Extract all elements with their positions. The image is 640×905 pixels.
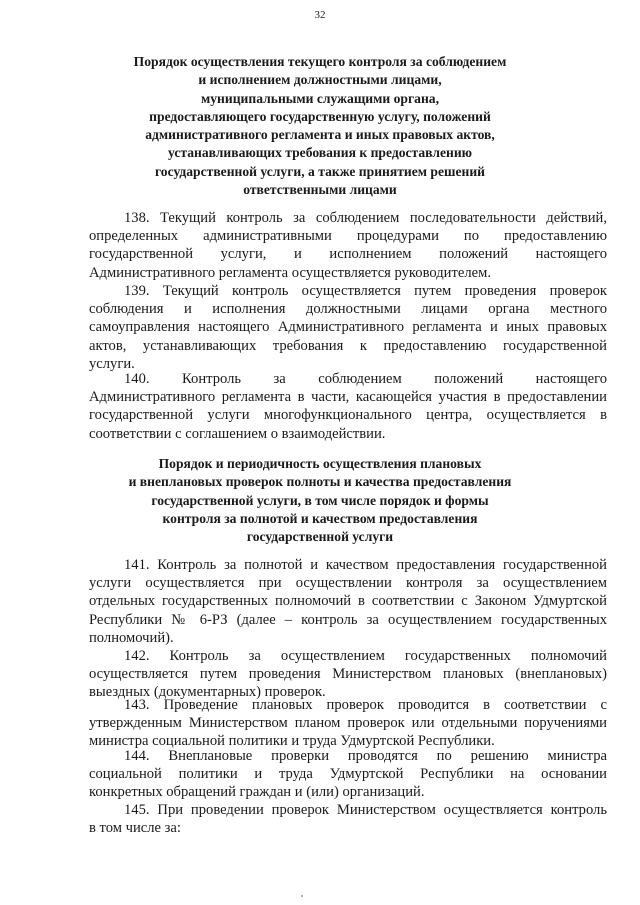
section-heading-inspections: [90, 455, 550, 546]
paragraph-line: 144. Внеплановые проверки проводятся по решению министра: [124, 748, 607, 764]
section-heading-current-control: [90, 53, 550, 199]
paragraph-line: министра социальной политики и труда Удмуртской Республики.: [89, 733, 495, 750]
paragraph-line: актов, устанавливающих требования к предоставлению государственной: [89, 337, 607, 354]
paragraph-line: в том числе за:: [89, 820, 181, 837]
heading-line: ответственными лицами: [243, 182, 397, 198]
heading-line: устанавливающих требования к предоставлению: [167, 145, 473, 161]
heading-line: и исполнением должностными лицами,: [198, 72, 442, 88]
paragraph-line: Административного регламента осуществляется руководителем.: [89, 264, 491, 281]
paragraph-line: соблюдения и исполнения должностными лицами органа местного: [89, 301, 607, 318]
paragraph-line: 141. Контроль за полнотой и качеством предоставления государственной: [124, 557, 607, 573]
paragraph-line: Административного регламента в части, касающейся участия в предоставлении: [89, 389, 607, 406]
paragraph-144: [89, 747, 607, 802]
paragraph-139: [89, 282, 607, 373]
paragraph-140: [89, 370, 607, 443]
heading-line: и внеплановых проверок полноты и качества предоставления: [128, 474, 512, 490]
paragraph-line: конкретных обращений граждан и (или) организаций.: [89, 784, 425, 801]
heading-line: Порядок и периодичность осуществления плановых: [158, 456, 482, 471]
paragraph-line: государственной услуги, и исполнением положений настоящего: [89, 246, 607, 263]
paragraph-line: 140. Контроль за соблюдением положений настоящего: [124, 371, 607, 387]
page-number: 32: [314, 9, 326, 21]
paragraph-line: осуществляется путем проведения Министерством плановых (внеплановых): [89, 666, 607, 683]
heading-line: Порядок осуществления текущего контроля за соблюдением: [133, 54, 507, 69]
paragraph-line: 145. При проведении проверок Министерством осуществляется контроль: [124, 802, 607, 818]
paragraph-line: услуги.: [89, 355, 135, 372]
paragraph-line: услуги осуществляется при осуществлении контроля за осуществлением: [89, 575, 607, 592]
heading-line: контроля за полнотой и качеством предоставления: [162, 510, 478, 526]
paragraph-line: 143. Проведение плановых проверок проводится в соответствии с: [124, 697, 607, 713]
paragraph-143: [89, 696, 607, 751]
paragraph-line: выездных (документарных) проверок.: [89, 684, 326, 701]
paragraph-line: соответствии с соглашением о взаимодействии.: [89, 425, 386, 442]
heading-line: государственной услуги, в том числе порядок и формы: [151, 492, 489, 508]
heading-line: государственной услуги: [246, 529, 394, 545]
paragraph-line: самоуправления настоящего Административного регламента и иных правовых: [89, 319, 607, 336]
paragraph-line: определенных административными процедурами по предоставлению: [89, 228, 607, 245]
paragraph-line: 139. Текущий контроль осуществляется путем проведения проверок: [124, 283, 607, 299]
heading-line: государственной услуги, а также принятием решений: [154, 163, 486, 179]
paragraph-line: отдельных государственных полномочий в соответствии с Законом Удмуртской: [89, 593, 607, 610]
heading-line: предоставляющего государственную услугу, положений: [149, 108, 491, 124]
scan-speck: [301, 895, 303, 897]
paragraph-line: 138. Текущий контроль за соблюдением последовательности действий,: [124, 210, 607, 226]
paragraph-line: 142. Контроль за осуществлением государственных полномочий: [124, 648, 607, 664]
paragraph-138: [89, 209, 607, 282]
paragraph-line: социальной политики и труда Удмуртской Республики на основании: [89, 766, 607, 783]
heading-line: административного регламента и иных правовых актов,: [145, 127, 495, 143]
paragraph-145: [89, 801, 607, 837]
paragraph-line: государственной услуги многофункционального центра, осуществляется в: [89, 407, 607, 424]
paragraph-line: полномочий).: [89, 629, 174, 646]
paragraph-line: Республики № 6-РЗ (далее – контроль за осуществлением государственных: [89, 611, 607, 628]
paragraph-142: [89, 647, 607, 702]
heading-line: муниципальными служащими органа,: [201, 90, 439, 106]
paragraph-141: [89, 556, 607, 647]
paragraph-line: утвержденным Министерством планом проверок или отдельными поручениями: [89, 715, 607, 732]
